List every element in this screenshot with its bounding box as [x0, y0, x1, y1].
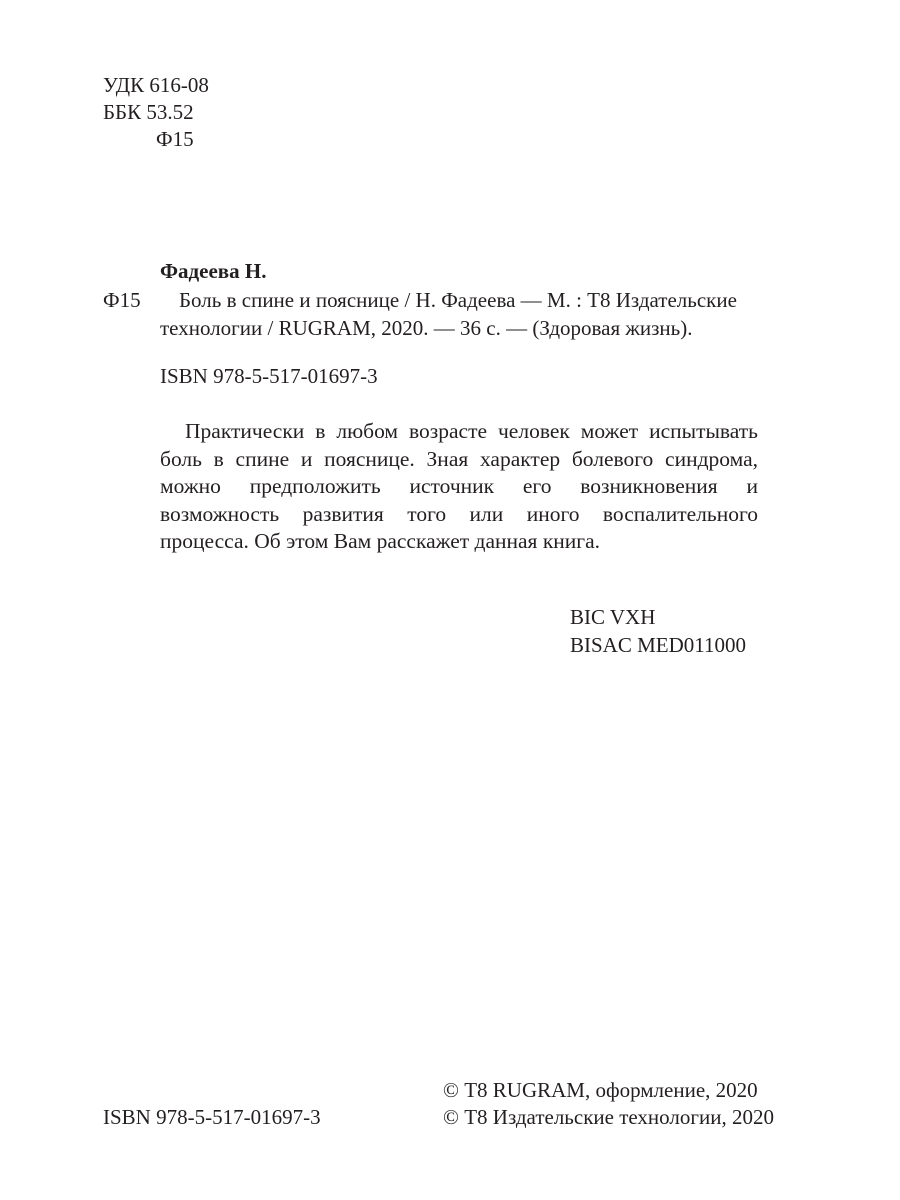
copyright-publisher: © Т8 Издательские технологии, 2020	[443, 1105, 774, 1129]
author-mark: Ф15	[156, 127, 194, 151]
annotation-paragraph: Практически в любом возрасте человек может испытывать боль в спине и пояснице. Зная характер болевого синдрома, можно предположить источник его возникновения и возможность развития того или иного воспалительного процесса. Об этом Вам расскажет данная книга.	[160, 419, 758, 553]
bisac-code: BISAC MED011000	[570, 633, 746, 657]
record-title-line-1: Боль в спине и пояснице / Н. Фадеева — М. : Т8 Издательские	[179, 288, 737, 312]
copyright-design: © Т8 RUGRAM, оформление, 2020	[443, 1078, 758, 1102]
bbk-code: ББК 53.52	[103, 100, 194, 124]
record-isbn: ISBN 978-5-517-01697-3	[160, 364, 378, 388]
footer-isbn: ISBN 978-5-517-01697-3	[103, 1105, 321, 1129]
record-mark: Ф15	[103, 288, 141, 312]
bic-code: BIC VXH	[570, 605, 656, 629]
udk-code: УДК 616-08	[103, 73, 209, 97]
record-author: Фадеева Н.	[160, 259, 267, 283]
record-title-line-2: технологии / RUGRAM, 2020. — 36 с. — (Здоровая жизнь).	[160, 316, 693, 340]
